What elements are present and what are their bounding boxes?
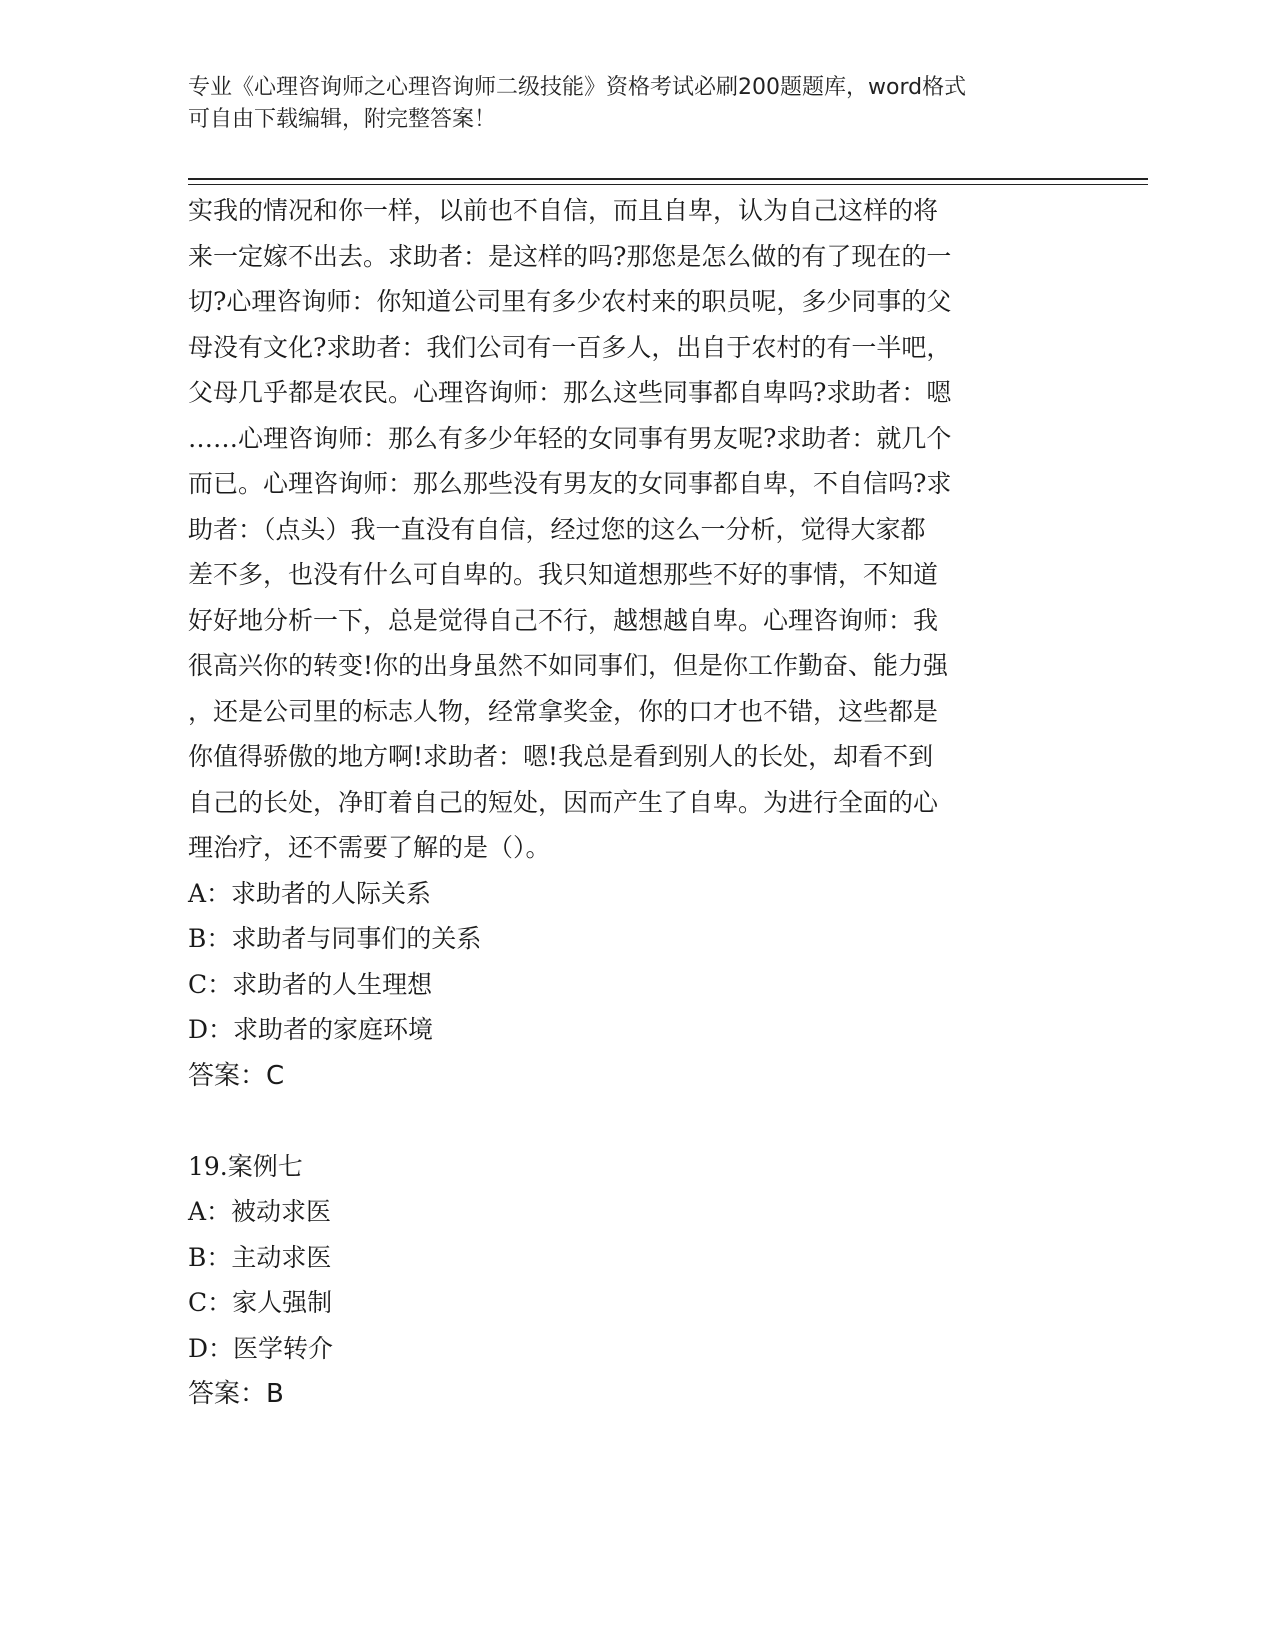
option-d: D：求助者的家庭环境 (188, 1015, 434, 1044)
question-19-title: 19.案例七 (188, 1151, 303, 1181)
question-text-line: ……心理咨询师：那么有多少年轻的女同事有男友呢?求助者：就几个 (188, 423, 952, 453)
option-b: B：主动求医 (188, 1242, 332, 1272)
question-19-answer: 答案：B (188, 1379, 284, 1409)
option-a: A：被动求医 (188, 1197, 332, 1226)
question-18 (188, 188, 1088, 1099)
question-text-line: 助者：（点头）我一直没有自信，经过您的这么一分析，觉得大家都 (188, 514, 926, 544)
question-text-line: 好好地分析一下，总是觉得自己不行，越想越自卑。心理咨询师：我 (188, 605, 939, 635)
question-text-line: 差不多，也没有什么可自卑的。我只知道想那些不好的事情，不知道 (188, 560, 939, 589)
question-gap (188, 1099, 1088, 1144)
question-text-line: 母没有文化?求助者：我们公司有一百多人，出自于农村的有一半吧， (188, 332, 952, 362)
option-b: B：求助者与同事们的关系 (188, 924, 482, 953)
question-text-line: 切?心理咨询师：你知道公司里有多少农村来的职员呢，多少同事的父 (188, 287, 952, 316)
question-text-line: ，还是公司里的标志人物，经常拿奖金，你的口才也不错，这些都是 (188, 696, 939, 726)
question-text-line: 你值得骄傲的地方啊!求助者：嗯!我总是看到别人的长处，却看不到 (188, 742, 934, 771)
question-text-line: 理治疗，还不需要了解的是（）。 (188, 833, 551, 862)
question-18-answer: 答案：C (188, 1060, 285, 1091)
option-d: D：医学转介 (188, 1333, 334, 1363)
document-body (188, 188, 1088, 1417)
option-c: C：求助者的人生理想 (188, 969, 433, 999)
header-title-line-2: 可自由下载编辑，附完整答案！ (188, 107, 497, 132)
header-divider-thick (188, 178, 1148, 180)
header-divider-thin (188, 184, 1148, 185)
option-a: A：求助者的人际关系 (188, 878, 432, 908)
question-text-line: 很高兴你的转变!你的出身虽然不如同事们，但是你工作勤奋、能力强 (188, 651, 949, 680)
question-text-line: 父母几乎都是农民。心理咨询师：那么这些同事都自卑吗?求助者：嗯 (188, 378, 952, 407)
question-18-stem (188, 188, 1088, 871)
question-text-line: 来一定嫁不出去。求助者：是这样的吗?那您是怎么做的有了现在的一 (188, 241, 952, 271)
header-title-line-1: 专业《心理咨询师之心理咨询师二级技能》资格考试必刷200题题库，word格式 (188, 75, 967, 100)
document-header (188, 72, 1068, 136)
question-19-options (188, 1189, 1088, 1371)
option-c: C：家人强制 (188, 1288, 333, 1317)
question-text-line: 而已。心理咨询师：那么那些没有男友的女同事都自卑，不自信吗?求 (188, 469, 952, 498)
question-text-line: 自己的长处，净盯着自己的短处，因而产生了自卑。为进行全面的心 (188, 787, 939, 817)
question-18-options (188, 871, 1088, 1053)
question-19 (188, 1144, 1088, 1418)
question-text-line: 实我的情况和你一样，以前也不自信，而且自卑，认为自己这样的将 (188, 196, 939, 225)
